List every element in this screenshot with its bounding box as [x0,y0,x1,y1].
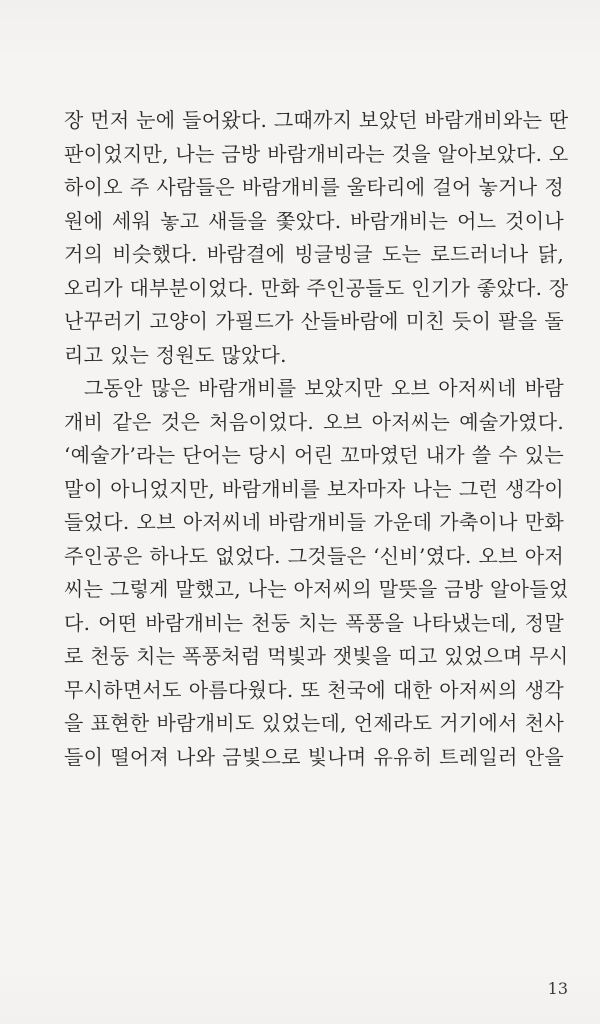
paragraph-start-line: 그동안 많은 바람개비를 보았지만 오브 아저씨네 바람 [84,376,564,400]
text-line: 들었다. 오브 아저씨네 바람개비들 가운데 가축이나 만화 [64,510,564,534]
text-line: 말이 아니었지만, 바람개비를 보자마자 나는 그런 생각이 [64,476,564,501]
text-line: 원에 세워 놓고 새들을 쫓았다. 바람개비는 어느 것이나 [64,208,564,233]
text-line: 씨는 그렇게 말했고, 나는 아저씨의 말뜻을 금방 알아들었 [64,577,569,601]
text-line: 다. 어떤 바람개비는 천둥 치는 폭풍을 나타냈는데, 정말 [64,610,564,635]
text-line: 오리가 대부분이었다. 만화 주인공들도 인기가 좋았다. 장 [64,275,569,300]
text-line: 개비 같은 것은 처음이었다. 오브 아저씨는 예술가였다. [64,409,564,434]
text-line: 들이 떨어져 나와 금빛으로 빛나며 유유히 트레일러 안을 [64,744,564,769]
paragraph-end-line: 리고 있는 정원도 많았다. [64,342,287,367]
page-number: 13 [547,979,568,998]
text-line: ‘예술가’라는 단어는 당시 어린 꼬마였던 내가 쓸 수 있는 [64,443,564,467]
text-line: 하이오 주 사람들은 바람개비를 울타리에 걸어 놓거나 정 [64,175,564,199]
text-line: 거의 비슷했다. 바람결에 빙글빙글 도는 로드러너나 닭, [64,242,564,266]
text-line: 장 먼저 눈에 들어왔다. 그때까지 보았던 바람개비와는 딴 [64,108,569,132]
body-text [64,104,569,774]
text-line: 로 천둥 치는 폭풍처럼 먹빛과 잿빛을 띠고 있었으며 무시 [64,644,569,668]
text-line: 주인공은 하나도 없었다. 그것들은 ‘신비’였다. 오브 아저 [64,543,564,568]
text-line: 을 표현한 바람개비도 있었는데, 언제라도 거기에서 천사 [64,711,564,735]
text-line: 무시하면서도 아름다웠다. 또 천국에 대한 아저씨의 생각 [64,677,564,702]
text-line: 판이었지만, 나는 금방 바람개비라는 것을 알아보았다. 오 [64,141,569,166]
text-line: 난꾸러기 고양이 가필드가 산들바람에 미친 듯이 팔을 돌 [64,309,564,333]
